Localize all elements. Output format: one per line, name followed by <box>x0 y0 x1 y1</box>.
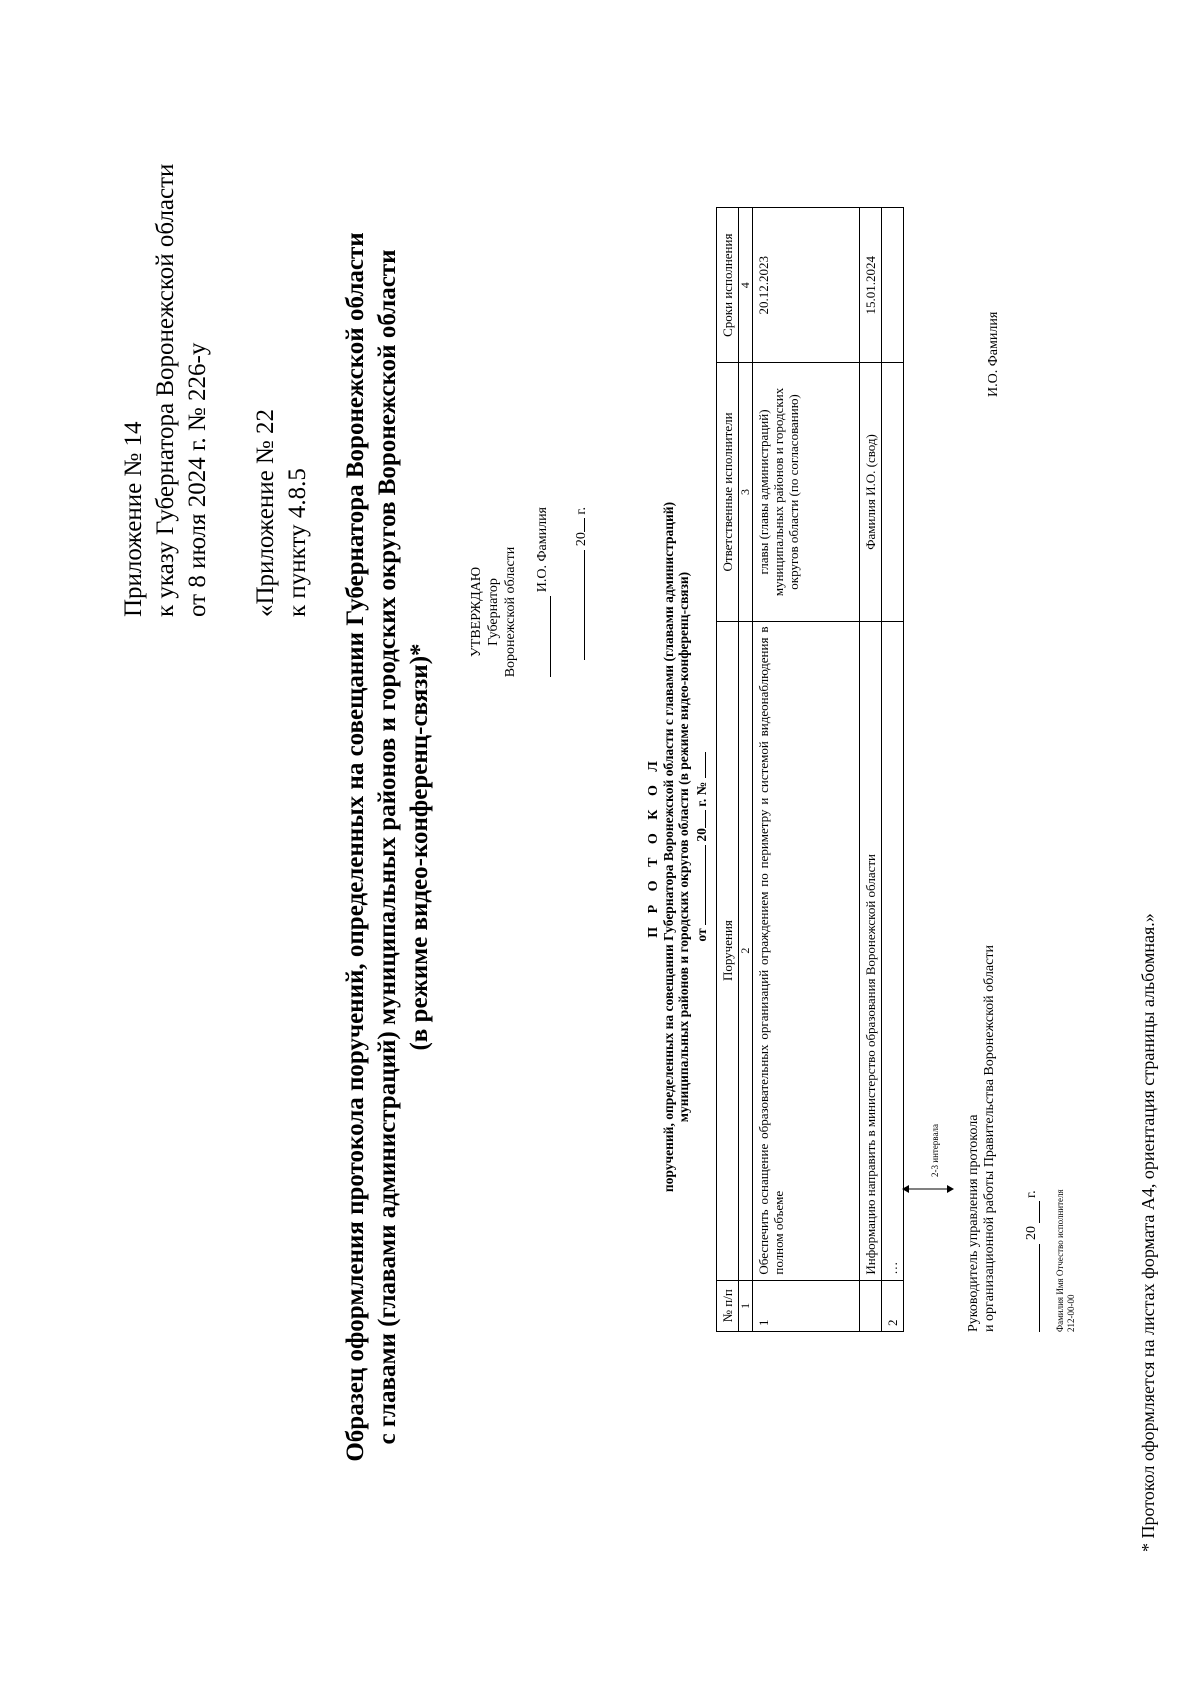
title-line-3: (в режиме видео-конференц-связи)* <box>406 643 433 1051</box>
date-line <box>1025 1244 1040 1332</box>
document-title <box>340 142 436 1552</box>
head-position-2: и организационной работы Правительства Воронежской области <box>982 945 997 1332</box>
signature-date-suffix: г. <box>1024 1190 1039 1198</box>
protocol-date-year: 20 <box>694 828 709 842</box>
executor-phone: 212-00-00 <box>1066 1294 1076 1332</box>
protocol-date-number: г. № <box>694 781 709 807</box>
number-line <box>693 752 706 778</box>
row-executor: Фамилия И.О. (свод) <box>860 363 882 621</box>
head-position-1: Руководитель управления протокола <box>966 1114 981 1332</box>
approval-date-suffix: г. <box>574 507 589 515</box>
footnote: * Протокол оформляется на листах формата А4, ориентация страницы альбомная.» <box>1138 913 1158 1552</box>
protocol-date <box>693 467 710 1227</box>
header-executor: Ответственные исполнители <box>717 363 739 621</box>
protocol-date-prefix: от <box>694 928 709 942</box>
table-row <box>753 208 860 1332</box>
row-number <box>860 1280 882 1331</box>
table-index-row <box>739 208 753 1332</box>
header-number: № п/п <box>717 1280 739 1331</box>
head-signature-block <box>966 945 998 1332</box>
appendix-block <box>118 164 214 617</box>
protocol-table <box>716 207 904 1332</box>
row-deadline: 20.12.2023 <box>753 208 860 363</box>
head-fio: И.О. Фамилия <box>986 311 1001 397</box>
date-line <box>693 845 706 925</box>
gap-label: 2-3 интервала <box>930 1124 940 1177</box>
executor-block <box>1055 1189 1077 1332</box>
appendix-old-block <box>250 409 314 617</box>
index-cell: 1 <box>739 1280 753 1331</box>
index-cell: 3 <box>739 363 753 621</box>
date-line <box>570 550 585 660</box>
row-task: … <box>882 621 904 1280</box>
protocol-sub-2: муниципальных районов и городских округов области (в режиме видео-конференц-связи) <box>676 571 691 1123</box>
signature-date <box>1024 1190 1040 1332</box>
year-line <box>693 810 706 828</box>
row-deadline <box>882 208 904 363</box>
index-cell: 4 <box>739 208 753 363</box>
header-deadline: Сроки исполнения <box>717 208 739 363</box>
protocol-heading <box>646 467 691 1227</box>
appendix-old-line-2: к пункту 4.8.5 <box>284 468 311 617</box>
table-row <box>882 208 904 1332</box>
year-line <box>570 518 585 532</box>
index-cell: 2 <box>739 621 753 1280</box>
approval-word: УТВЕРЖДАЮ <box>469 566 484 658</box>
row-task: Обеспечить оснащение образовательных организаций ограждением по периметру и системой видеонаблюдения в полном объеме <box>753 621 860 1280</box>
year-line <box>1025 1201 1040 1223</box>
approval-date-year: 20 <box>574 532 589 547</box>
signature-date-year: 20 <box>1024 1226 1039 1240</box>
table-row <box>860 208 882 1332</box>
row-executor <box>882 363 904 621</box>
title-line-1: Образец оформления протокола поручений, определенных на совещании Губернатора Воронежской области <box>342 232 369 1462</box>
row-number: 2 <box>882 1280 904 1331</box>
protocol-title: П Р О Т О К О Л <box>646 756 661 938</box>
title-line-2: с главами (главами администраций) муниципальных районов и городских округов Воронежской области <box>374 249 401 1445</box>
appendix-line-3: от 8 июля 2024 г. № 226-у <box>184 342 211 617</box>
approval-fio: И.О. Фамилия <box>535 507 550 593</box>
approval-signature <box>535 507 551 677</box>
appendix-line-1: Приложение № 14 <box>120 421 147 617</box>
double-arrow-icon <box>902 1181 954 1197</box>
table-header-row <box>717 208 739 1332</box>
row-task: Информацию направить в министерство образования Воронежской области <box>860 621 882 1280</box>
executor-name: Фамилия Имя Отчество исполнителя <box>1055 1189 1065 1332</box>
header-task: Поручения <box>717 621 739 1280</box>
approval-block <box>468 512 519 712</box>
approval-date <box>570 507 590 687</box>
row-number: 1 <box>753 1280 860 1331</box>
protocol-sub-1: поручений, определенных на совещании Губернатора Воронежской области с главами (главами администраций) <box>661 501 676 1193</box>
row-executor: главы (главы администраций) муниципальных районов и городских округов области (по согласованию) <box>753 363 860 621</box>
row-deadline: 15.01.2024 <box>860 208 882 363</box>
appendix-line-2: к указу Губернатора Воронежской области <box>152 163 179 617</box>
approval-position-1: Губернатор <box>486 578 501 646</box>
approval-position-2: Воронежской области <box>503 546 518 678</box>
appendix-old-line-1: «Приложение № 22 <box>252 408 279 617</box>
signature-line <box>536 596 551 677</box>
